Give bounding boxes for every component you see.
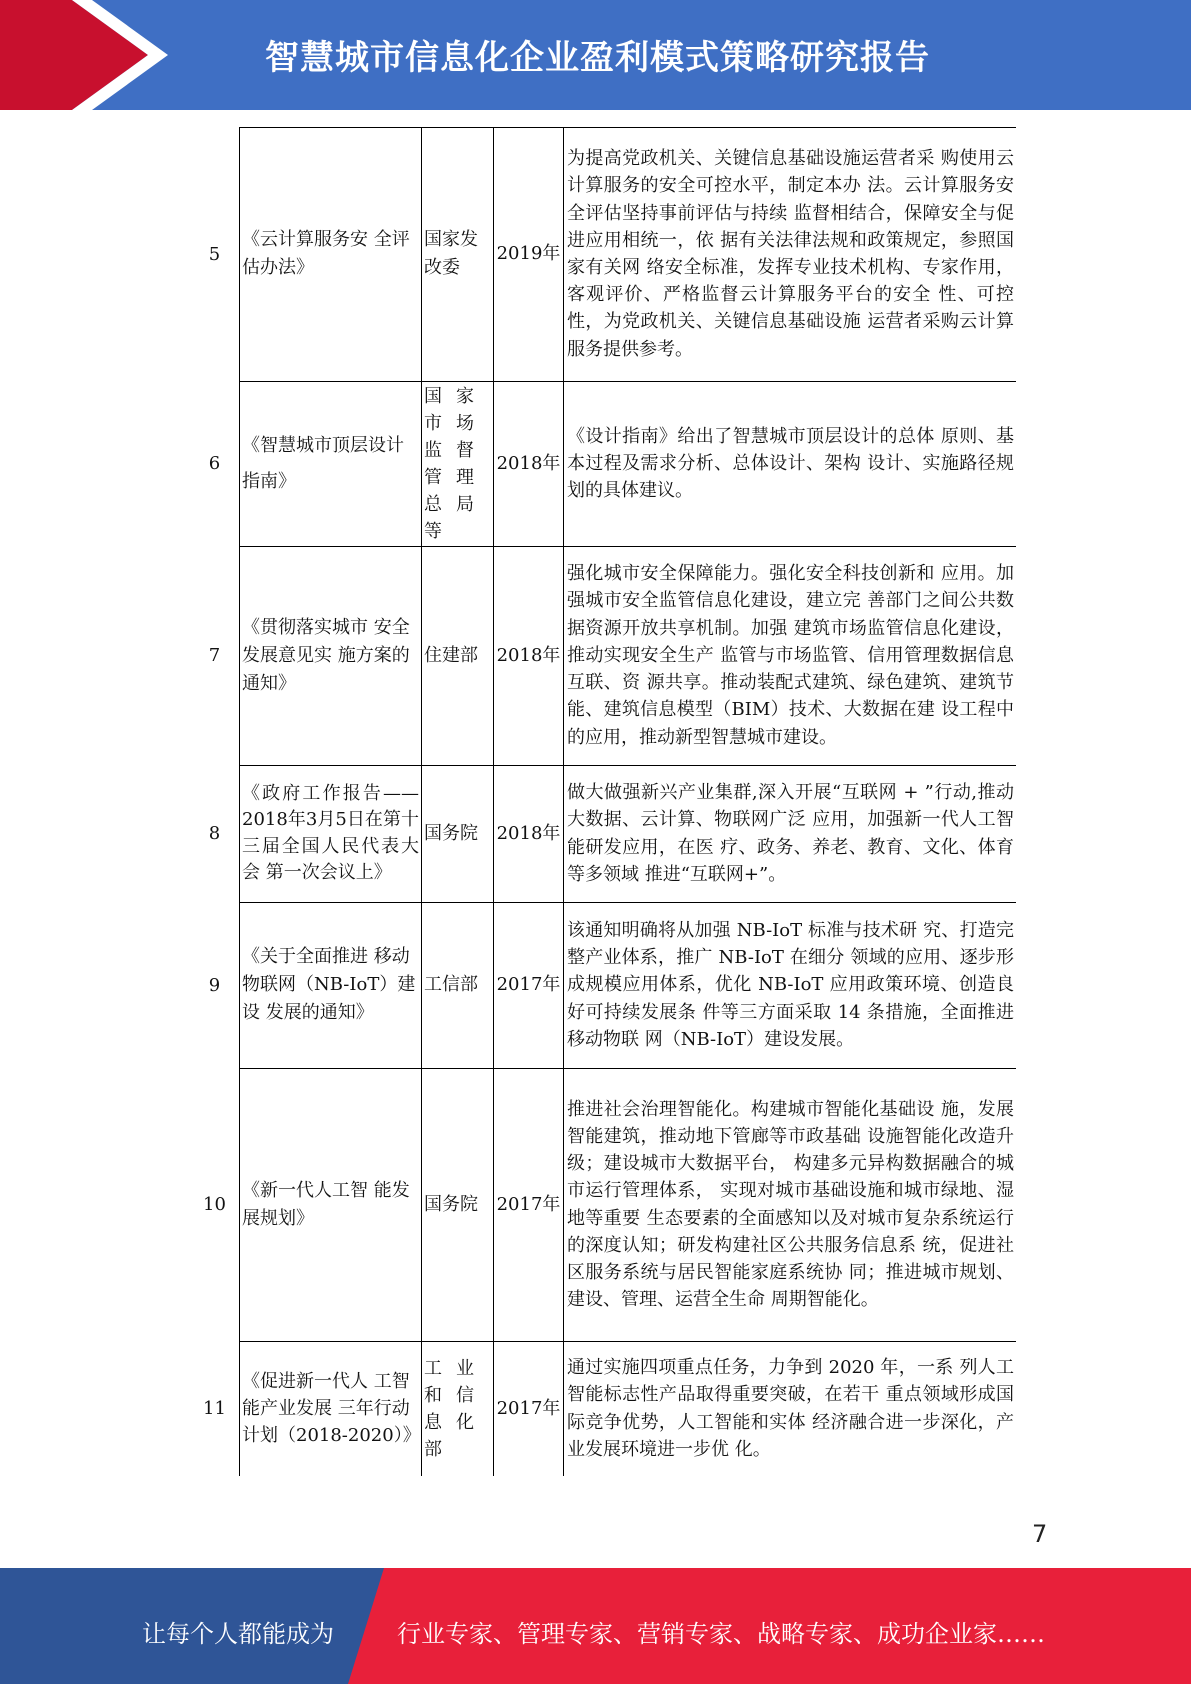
issue-year: 2017年 [496, 974, 561, 995]
policy-name: 《新一代人工智 能发展规划》 [242, 1179, 410, 1229]
table-row [190, 546, 1016, 765]
row-number: 8 [208, 823, 221, 844]
table-row [190, 902, 1016, 1068]
row-number: 10 [203, 1194, 226, 1215]
policy-description: 推进社会治理智能化。构建城市智能化基础设 施，发展智能建筑，推动地下管廊等市政基础 设施智能化改造升级；建设城市大数据平台， 构建多元异构数据融合的城市运行管理体系， 实现对城市基础设施和城市绿地、湿地等重要 生态要素的全面感知以及对城市复杂系统运行 的深度认知；研发构建社区公共服务信息系 统，促进社区服务系统与居民智能家庭系统协 同；推进城市规划、建设、管理、运营全生命 周期智能化。 [567, 1098, 1014, 1311]
issue-year: 2018年 [496, 822, 561, 844]
policy-description: 强化城市安全保障能力。强化安全科技创新和 应用。加强城市安全监管信息化建设，建立完 善部门之间公共数据资源开放共享机制。加强 建筑市场监管信息化建设，推动实现安全生产 监管与市场监管、信用管理数据信息互联、资 源共享。推动装配式建筑、绿色建筑、建筑节 能、建筑信息模型（BIM）技术、大数据在建 设工程中的应用，推动新型智慧城市建设。 [567, 563, 1014, 748]
page-footer [0, 1568, 1191, 1684]
policy-description: 为提高党政机关、关键信息基础设施运营者采 购使用云计算服务的安全可控水平，制定本办 法。云计算服务安全评估坚持事前评估与持续 监督相结合，保障安全与促进应用相统一，依 据有关法律法规和政策规定，参照国家有关网 络安全标准，发挥专业技术机构、专家作用， 客观评价、严格监督云计算服务平台的安全 性、可控性，为党政机关、关键信息基础设施 运营者采购云计算服务提供参考。 [567, 148, 1014, 360]
page-number: 7 [1032, 1520, 1048, 1548]
issue-year: 2019年 [496, 243, 561, 264]
policy-description: 通过实施四项重点任务，力争到 2020 年，一系 列人工智能标志性产品取得重要突破，在若干 重点领域形成国际竞争优势，人工智能和实体 经济融合进一步深化，产业发展环境进一步优 化。 [567, 1357, 1014, 1460]
footer-slogan-left: 让每个人都能成为 [142, 1620, 334, 1648]
policy-name: 《智慧城市顶层设计指南》 [242, 434, 404, 492]
table-row [190, 1341, 1016, 1476]
policy-description: 该通知明确将从加强 NB-IoT 标准与技术研 究、打造完整产业体系，推广 NB-IoT 在细分 领域的应用、逐步形成规模应用体系，优化 NB-IoT 应用政策环境、创造良好可持续发展条 件等三方面采取 14 条措施，全面推进移动物联 网（NB-IoT）建设发展。 [567, 919, 1014, 1050]
issue-year: 2018年 [496, 452, 561, 474]
table-row [190, 127, 1016, 381]
policy-description: 《设计指南》给出了智慧城市顶层设计的总体 原则、基本过程及需求分析、总体设计、架构 设计、实施路径规划的具体建议。 [567, 425, 1014, 502]
policy-description: 做大做强新兴产业集群,深入开展“互联网 + ”行动,推动大数据、云计算、物联网广泛 应用，加强新一代人工智能研发应用，在医 疗、政务、养老、教育、文化、体育等多领域 推进“互联网+”。 [567, 782, 1014, 885]
issuing-org: 住建部 [424, 644, 478, 666]
row-number: 6 [208, 453, 221, 474]
issuing-org: 国家市场监督管理总局等 [424, 385, 488, 542]
table-row [190, 381, 1016, 546]
issue-year: 2017年 [496, 1397, 561, 1419]
policy-name: 《云计算服务安 全评估办法》 [242, 229, 410, 278]
issuing-org: 国务院 [424, 822, 478, 844]
footer-slogan-right: 行业专家、管理专家、营销专家、战略专家、成功企业家…… [397, 1620, 1045, 1648]
row-number: 5 [208, 243, 221, 265]
row-number: 7 [208, 645, 221, 666]
policy-name: 《促进新一代人 工智能产业发展 三年行动计划（2018-2020）》 [242, 1371, 421, 1446]
table-row [190, 1068, 1016, 1341]
issuing-org: 工业和信息化部 [424, 1357, 488, 1460]
policy-name: 《关于全面推进 移动物联网（NB-IoT）建设 发展的通知》 [242, 946, 416, 1023]
page-header [0, 0, 1191, 110]
issue-year: 2017年 [496, 1193, 561, 1215]
report-title: 智慧城市信息化企业盈利模式策略研究报告 [265, 38, 930, 78]
issuing-org: 工信部 [424, 974, 478, 995]
policy-name: 《政府工作报告——2018年3月5日在第十三届全国人民代表大会 第一次会议上》 [242, 782, 419, 883]
issuing-org: 国务院 [424, 1193, 478, 1215]
row-number: 9 [208, 974, 221, 996]
issuing-org: 国家发改委 [424, 229, 478, 278]
table-row [190, 765, 1016, 902]
row-number: 11 [203, 1398, 226, 1419]
policy-name: 《贯彻落实城市 安全发展意见实 施方案的通知》 [242, 616, 410, 694]
issue-year: 2018年 [496, 644, 561, 666]
